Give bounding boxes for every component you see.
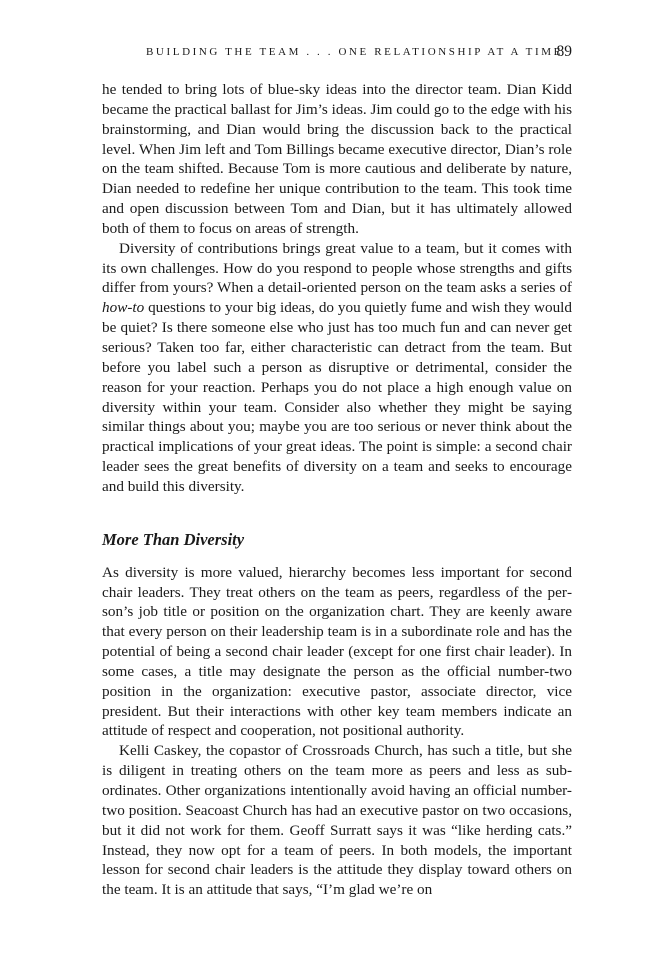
section-heading: More Than Diversity bbox=[102, 529, 245, 549]
paragraph bbox=[102, 239, 572, 497]
running-head-title: BUILDING THE TEAM . . . ONE RELATIONSHIP AT A TIME bbox=[146, 46, 563, 58]
italic-term: how-to bbox=[102, 299, 145, 317]
paragraph-text: Diversity of contributions brings great value to a team, but it comes with its own challenges. How do you respond to people whose strengths and gifts differ from yours? When a detail-oriented person on the team asks a series of bbox=[102, 239, 572, 297]
page-body bbox=[102, 80, 572, 900]
running-head bbox=[102, 44, 572, 64]
page-number: 89 bbox=[556, 43, 572, 60]
paragraph: As diversity is more valued, hierarchy becomes less important for second chair leaders. They treat others on the team as peers, regardless of the person’s job title or position on the organization chart. They are keenly aware that every person on their leadership team is in a subordinate role and has the potential of being a second chair leader (except for one first chair leader). In some cases, a title may designate the person as the official number-two position in the organization: executive pastor, associate director, vice president. But their interactions with other key team members indicate an attitude of respect and cooperation, not positional authority. bbox=[102, 563, 572, 740]
paragraph-text: questions to your big ideas, do you quietly fume and wish they would be quiet? Is there someone else who just has too much fun and can never get serious? Taken too far, either characteristic can detract from the team. But before you label such a person as disruptive or detrimental, consider the reason for your reaction. Perhaps you do not place a high enough value on diversity within your team. Consider also whether they might be saying similar things about you; maybe you are too serious or never think about the practical implications of your great ideas. The point is simple: a second chair leader sees the great benefits of diversity on a team and seeks to encourage and build this diversity. bbox=[102, 299, 572, 495]
paragraph: he tended to bring lots of blue-sky ideas into the director team. Dian Kidd became the practical ballast for Jim’s ideas. Jim could go to the edge with his brainstorming, and Dian would bring the discussion back to the practical level. When Jim left and Tom Billings became executive director, Dian’s role on the team shifted. Because Tom is more cautious and deliberate by nature, Dian needed to redefine her unique contribution to the team. This took time and open discussion between Tom and Dian, but it has ultimately allowed both of them to focus on areas of strength. bbox=[102, 81, 572, 237]
paragraph: Kelli Caskey, the copastor of Crossroads Church, has such a title, but she is diligent in treating others on the team more as peers and less as subordinates. Other organizations intentionally avoid having an official number-two position. Seacoast Church has had an executive pastor on two occasions, but it did not work for them. Geoff Surratt says it was “like herding cats.” Instead, they now opt for a team of peers. In both models, the important lesson for second chair leaders is the attitude they display toward others on the team. It is an attitude that says, “I’m glad we’re on bbox=[102, 742, 572, 899]
